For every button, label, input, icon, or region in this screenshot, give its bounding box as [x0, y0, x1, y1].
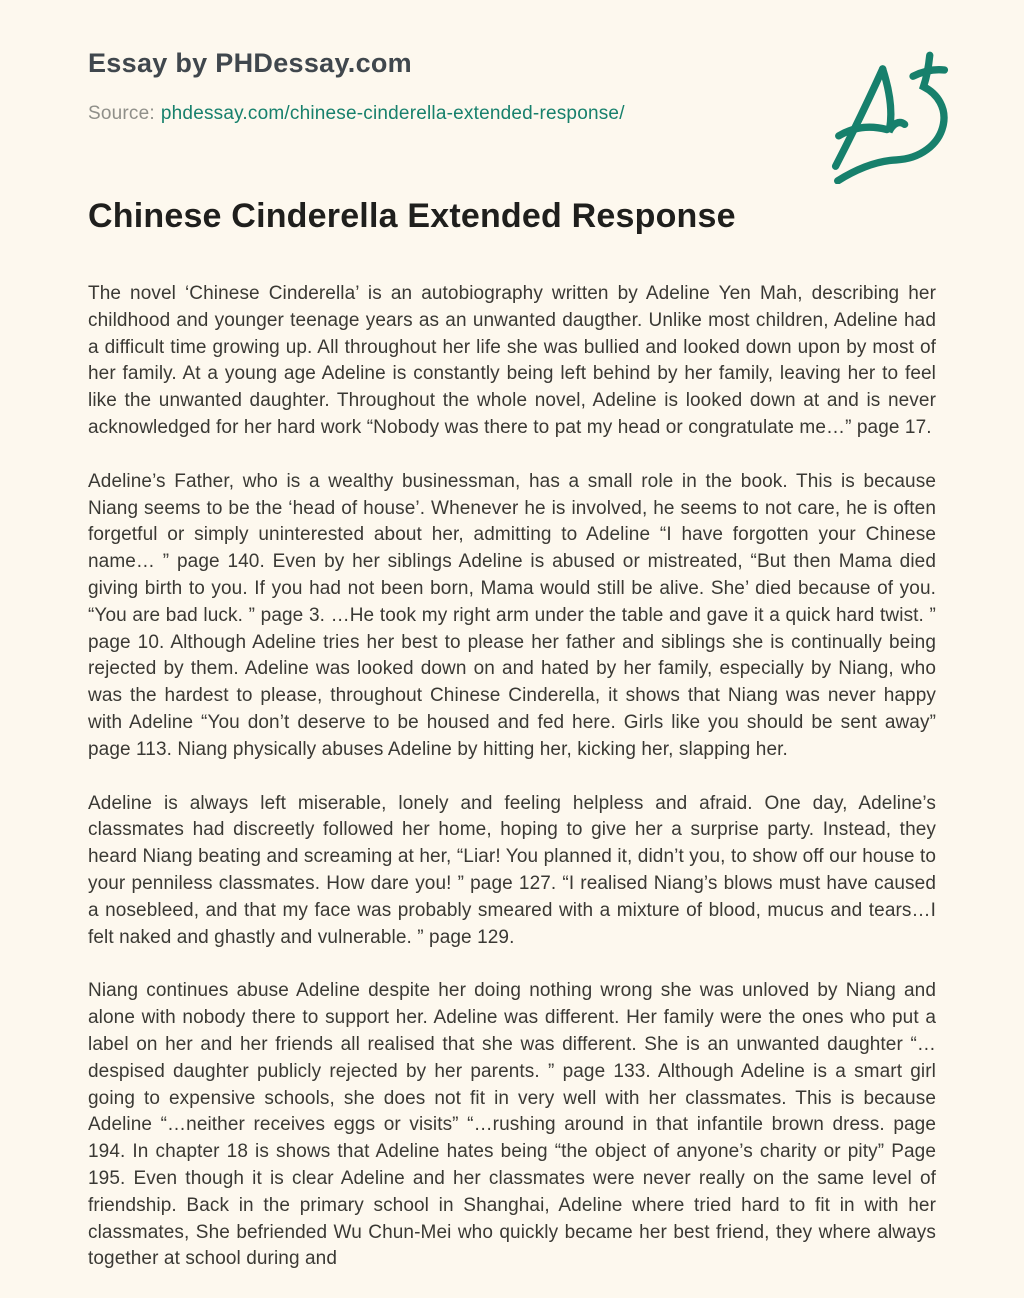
- page-header: [88, 0, 936, 125]
- essay-paragraph-1: The novel ‘Chinese Cinderella’ is an autobiography written by Adeline Yen Mah, describing her childhood and younger teenage years as an unwanted daugther. Unlike most children, Adeline had a difficult time growing up. All throughout her life she was bullied and looked down upon by most of her family. At a young age Adeline is constantly being left behind by her family, leaving her to feel like the unwanted daughter. Throughout the whole novel, Adeline is looked down at and is never acknowledged for her hard work “Nobody was there to pat my head or congratulate me…” page 17.: [88, 283, 936, 438]
- byline: Essay by PHDessay.com: [88, 48, 412, 78]
- essay-paragraph-3: Adeline is always left miserable, lonely and feeling helpless and afraid. One day, Adeline’s classmates had discreetly followed her home, hoping to give her a surprise party. Instead, they heard Niang beating and screaming at her, “Liar! You planned it, didn’t you, to show off our house to your penniless classmates. How dare you! ” page 127. “I realised Niang’s blows must have caused a nosebleed, and that my face was probably smeared with a mixture of blood, mucus and tears…I felt naked and ghastly and vulnerable. ” page 129.: [88, 792, 936, 948]
- source-label: Source:: [88, 103, 155, 124]
- source-link[interactable]: phdessay.com/chinese-cinderella-extended-response/: [160, 103, 625, 124]
- essay-body: [88, 281, 936, 1273]
- essay-title: Chinese Cinderella Extended Response: [88, 197, 736, 235]
- essay-paragraph-4: Niang continues abuse Adeline despite her doing nothing wrong she was unloved by Niang and alone with nobody there to support her. Adeline was different. Her family were the ones who put a label on her and her friends all realised that she was different. She is an unwanted daughter “…despised daughter publicly rejected by her parents. ” page 133. Although Adeline is a smart girl going to expensive schools, she does not fit in very well with her classmates. This is because Adeline “…neither receives eggs or visits” “…rushing around in that infantile brown dress. page 194. In chapter 18 is shows that Adeline hates being “the object of anyone’s charity or pity” Page 195. Even though it is clear Adeline and her classmates were never really on the same level of friendship. Back in the primary school in Shanghai, Adeline where tried hard to fit in with her classmates, She befriended Wu Chun-Mei who quickly became her best friend, they where always together at school during and: [88, 980, 936, 1270]
- essay-paragraph-2: Adeline’s Father, who is a wealthy businessman, has a small role in the book. This is because Niang seems to be the ‘head of house’. Whenever he is involved, he seems to not care, he is often forgetful or simply uninterested about her, admitting to Adeline “I have forgotten your Chinese name… ” page 140. Even by her siblings Adeline is abused or mistreated, “But then Mama died giving birth to you. If you had not been born, Mama would still be alive. She’ died because of you. “You are bad luck. ” page 3. …He took my right arm under the table and gave it a quick hard twist. ” page 10. Although Adeline tries her best to please her father and siblings she is continually being rejected by them. Adeline was looked down on and hated by her family, especially by Niang, who was the hardest to please, throughout Chinese Cinderella, it shows that Niang was never happy with Adeline “You don’t deserve to be housed and fed here. Girls like you should be sent away” page 113. Niang physically abuses Adeline by hitting her, kicking her, slapping her.: [88, 470, 936, 760]
- phdessay-a-plus-logo-icon: [822, 48, 958, 184]
- source-line: [88, 103, 936, 125]
